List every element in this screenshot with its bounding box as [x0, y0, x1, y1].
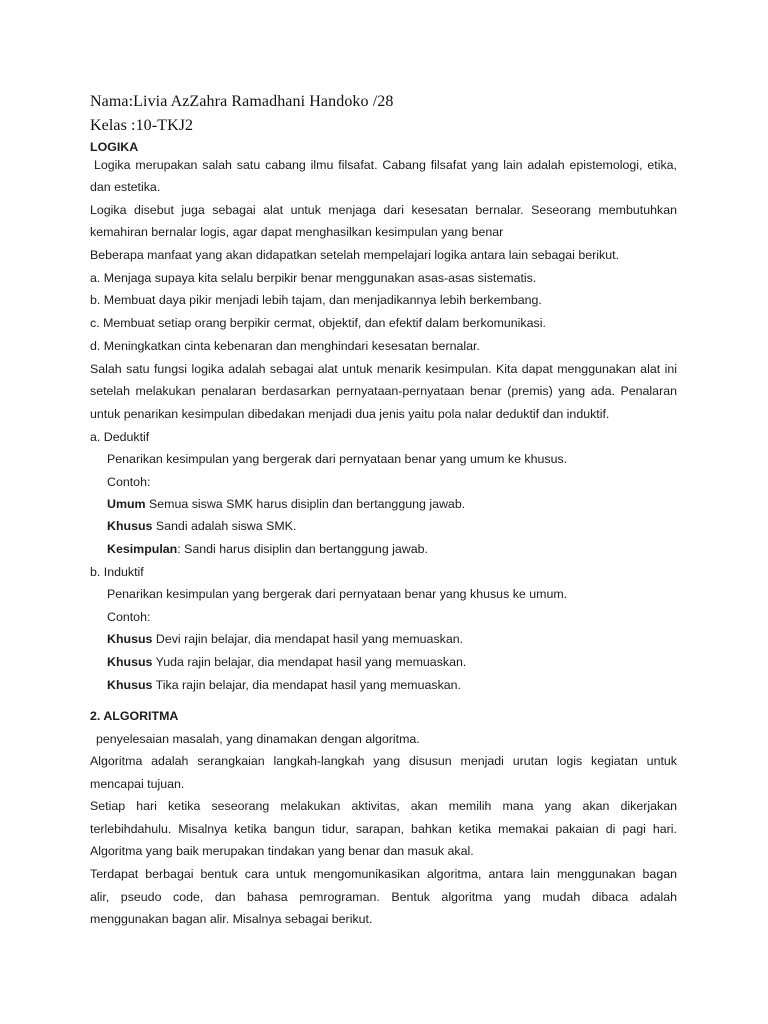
manfaat-list-item: a. Menjaga supaya kita selalu berpikir benar menggunakan asas-asas sistematis. [90, 271, 537, 285]
induktif-example [107, 654, 677, 670]
algoritma-paragraph-3-line-2: terlebihdahulu. Misalnya ketika bangun tidur, sarapan, bahkan ketika memakai pakaian di pagi hari. [90, 822, 677, 836]
example-text: Sandi adalah siswa SMK. [152, 519, 297, 533]
algoritma-paragraph-2-line-1: Algoritma adalah serangkaian langkah-langkah yang disusun menjadi urutan logis kegiatan untuk [90, 754, 677, 768]
logika-paragraph-1-line-2: dan estetika. [90, 180, 161, 194]
example-label: Khusus [107, 519, 153, 533]
deduktif-contoh-label: Contoh: [107, 475, 151, 489]
induktif-example [107, 677, 677, 693]
logika-paragraph-4-line-1: Salah satu fungsi logika adalah sebagai alat untuk menarik kesimpulan. Kita dapat menggunakan alat ini [90, 362, 677, 376]
algoritma-paragraph-3-line-1: Setiap hari ketika seseorang melakukan aktivitas, akan memilih mana yang akan dikerjakan [90, 799, 677, 813]
deduktif-title: a. Deduktif [90, 430, 150, 444]
example-text: : Sandi harus disiplin dan bertanggung jawab. [177, 542, 428, 556]
student-class-line: Kelas :10-TKJ2 [90, 117, 194, 134]
example-text: Semua siswa SMK harus disiplin dan bertanggung jawab. [145, 497, 466, 511]
logika-paragraph-2-line-2: kemahiran bernalar logis, agar dapat menghasilkan kesimpulan yang benar [90, 225, 504, 239]
logika-paragraph-4-line-3: untuk penarikan kesimpulan dibedakan menjadi dua jenis yaitu pola nalar deduktif dan induktif. [90, 407, 610, 421]
deduktif-example-umum [107, 496, 677, 512]
example-text: Devi rajin belajar, dia mendapat hasil yang memuaskan. [152, 632, 464, 646]
deduktif-example-khusus [107, 518, 677, 534]
algoritma-paragraph-4-line-2: alir, pseudo code, dan bahasa pemrograman. Bentuk algoritma yang mudah dibaca adalah [90, 890, 677, 904]
student-name-line: Nama:Livia AzZahra Ramadhani Handoko /28 [90, 93, 394, 110]
induktif-contoh-label: Contoh: [107, 610, 151, 624]
induktif-title: b. Induktif [90, 565, 144, 579]
example-text: Yuda rajin belajar, dia mendapat hasil yang memuaskan. [152, 655, 467, 669]
algoritma-paragraph-2-line-2: mencapai tujuan. [90, 777, 185, 791]
manfaat-list-item: b. Membuat daya pikir menjadi lebih tajam, dan menjadikannya lebih berkembang. [90, 293, 542, 307]
deduktif-example-kesimpulan [107, 541, 677, 557]
example-label: Kesimpulan [107, 542, 178, 556]
algoritma-paragraph-1: penyelesaian masalah, yang dinamakan dengan algoritma. [96, 732, 420, 746]
manfaat-list-item: c. Membuat setiap orang berpikir cermat, objektif, dan efektif dalam berkomunikasi. [90, 316, 546, 330]
induktif-description: Penarikan kesimpulan yang bergerak dari pernyataan benar yang khusus ke umum. [107, 587, 568, 601]
example-text: Tika rajin belajar, dia mendapat hasil yang memuaskan. [152, 678, 461, 692]
manfaat-list-item: d. Meningkatkan cinta kebenaran dan menghindari kesesatan bernalar. [90, 339, 480, 353]
example-label: Khusus [107, 655, 153, 669]
logika-paragraph-2-line-1: Logika disebut juga sebagai alat untuk menjaga dari kesesatan bernalar. Seseorang membutuhkan [90, 203, 677, 217]
example-label: Khusus [107, 678, 153, 692]
deduktif-description: Penarikan kesimpulan yang bergerak dari pernyataan benar yang umum ke khusus. [107, 452, 568, 466]
example-label: Umum [107, 497, 146, 511]
algoritma-paragraph-3-line-3: Algoritma yang baik merupakan tindakan yang benar dan masuk akal. [90, 844, 474, 858]
logika-paragraph-4-line-2: setelah melakukan penalaran berdasarkan pernyataan-pernyataan benar (premis) yang ada. Penalaran [90, 384, 677, 398]
algoritma-paragraph-4-line-1: Terdapat berbagai bentuk cara untuk mengomunikasikan algoritma, antara lain menggunakan bagan [90, 867, 677, 881]
logika-paragraph-1-line-1: Logika merupakan salah satu cabang ilmu filsafat. Cabang filsafat yang lain adalah epistemologi, etika, [94, 158, 677, 172]
algoritma-heading: 2. ALGORITMA [90, 709, 179, 723]
example-label: Khusus [107, 632, 153, 646]
algoritma-paragraph-4-line-3: menggunakan bagan alir. Misalnya sebagai berikut. [90, 912, 373, 926]
induktif-example [107, 631, 677, 647]
logika-paragraph-3: Beberapa manfaat yang akan didapatkan setelah mempelajari logika antara lain sebagai berikut. [90, 248, 620, 262]
logika-heading: LOGIKA [90, 140, 139, 154]
